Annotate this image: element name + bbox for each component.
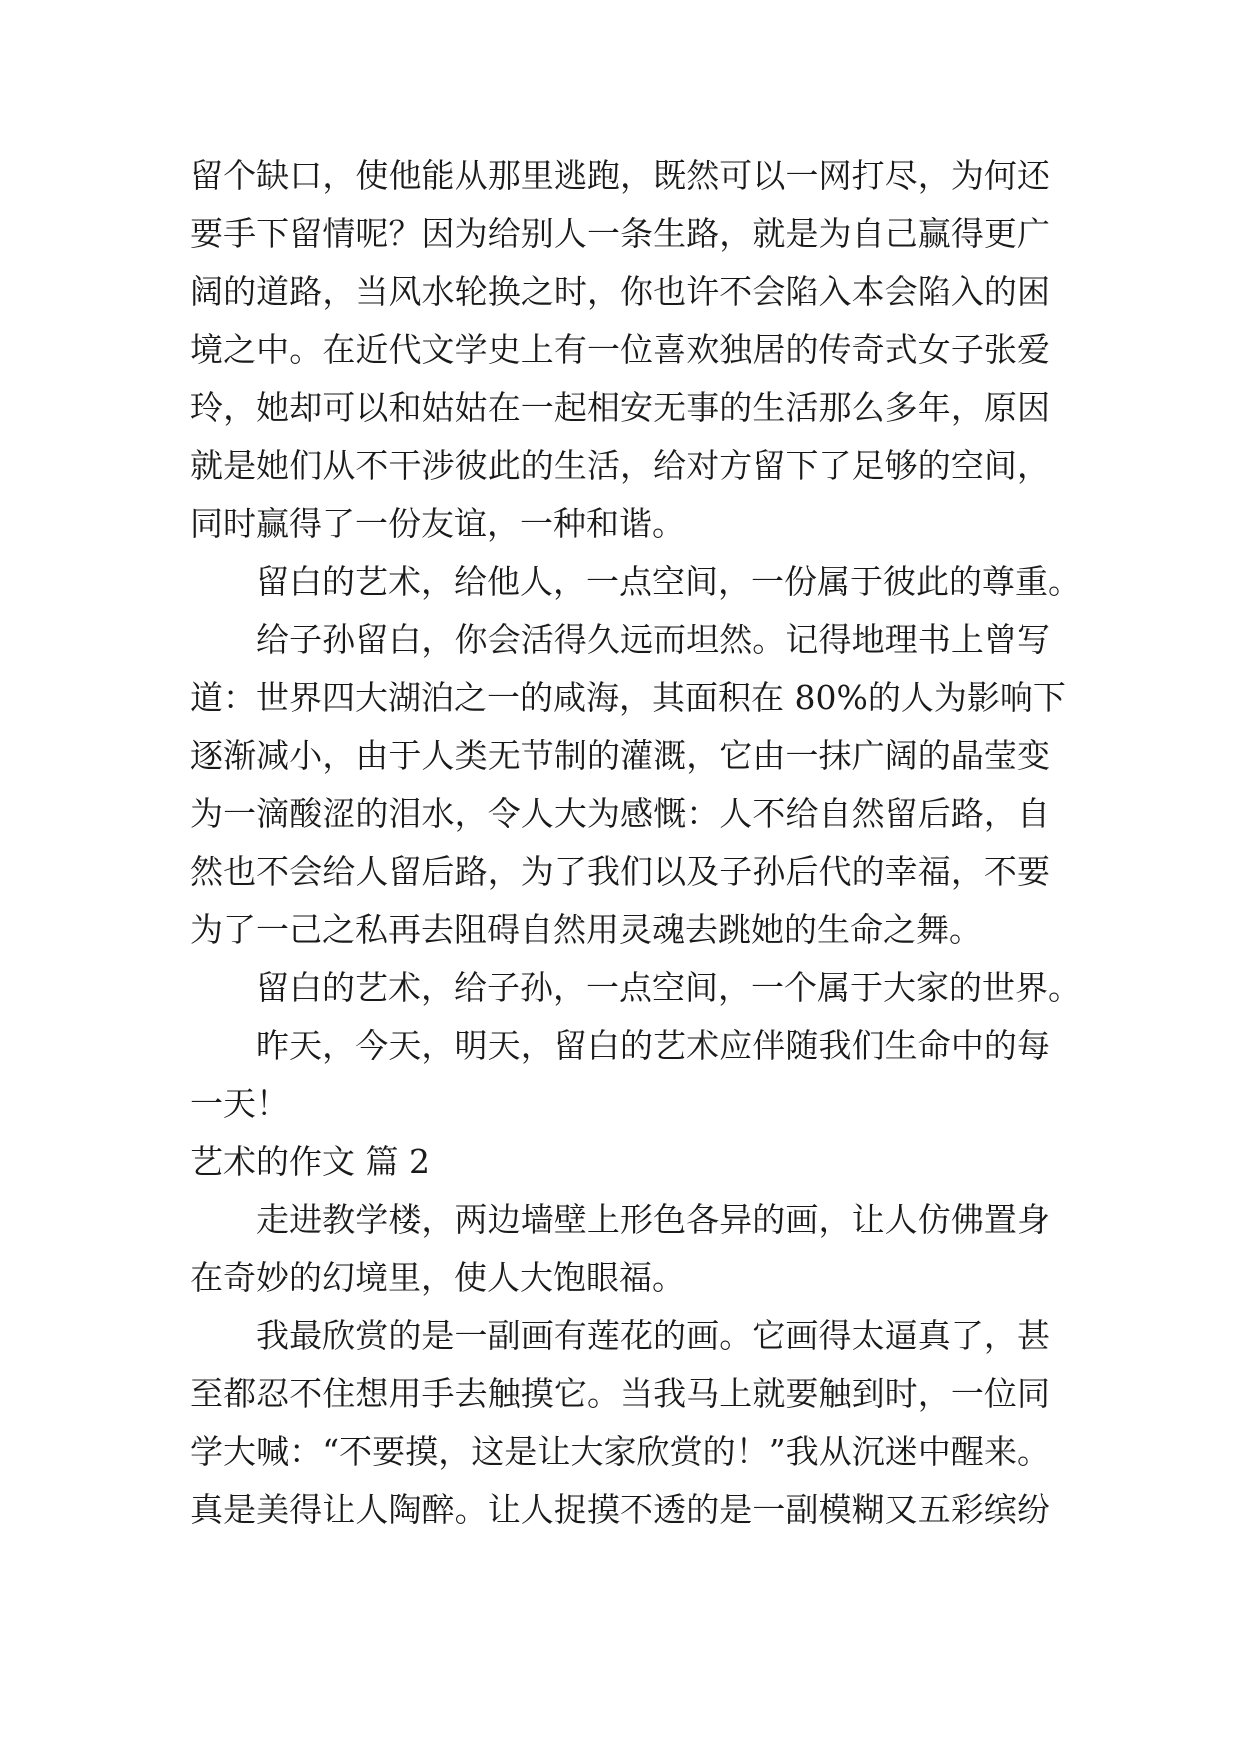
paragraph-line: 逐渐减小，由于人类无节制的灌溉，它由一抹广阔的晶莹变 bbox=[190, 736, 1050, 775]
paragraph-line: 然也不会给人留后路，为了我们以及子孙后代的幸福，不要 bbox=[190, 852, 1050, 891]
paragraph-line: 留白的艺术，给子孙，一点空间，一个属于大家的世界。 bbox=[256, 968, 1081, 1007]
paragraph-line: 昨天，今天，明天，留白的艺术应伴随我们生命中的每 bbox=[256, 1026, 1050, 1065]
paragraph-line: 阔的道路，当风水轮换之时，你也许不会陷入本会陷入的困 bbox=[190, 272, 1050, 311]
paragraph-line: 道：世界四大湖泊之一的咸海，其面积在 80%的人为影响下 bbox=[190, 678, 1066, 717]
paragraph-line: 就是她们从不干涉彼此的生活，给对方留下了足够的空间， bbox=[190, 446, 1050, 485]
paragraph-line: 同时赢得了一份友谊，一种和谐。 bbox=[190, 504, 685, 543]
paragraph-line: 留个缺口，使他能从那里逃跑，既然可以一网打尽，为何还 bbox=[190, 156, 1050, 195]
paragraph-line: 为一滴酸涩的泪水，令人大为感慨：人不给自然留后路，自 bbox=[190, 794, 1050, 833]
paragraph-line: 我最欣赏的是一副画有莲花的画。它画得太逼真了，甚 bbox=[256, 1316, 1050, 1355]
paragraph-line: 一天！ bbox=[190, 1084, 289, 1123]
paragraph-line: 境之中。在近代文学史上有一位喜欢独居的传奇式女子张爱 bbox=[190, 330, 1050, 369]
paragraph-line: 学大喊：“不要摸，这是让大家欣赏的！”我从沉迷中醒来。 bbox=[190, 1432, 1050, 1471]
paragraph-line: 玲，她却可以和姑姑在一起相安无事的生活那么多年，原因 bbox=[190, 388, 1050, 427]
paragraph-line: 走进教学楼，两边墙壁上形色各异的画，让人仿佛置身 bbox=[256, 1200, 1050, 1239]
paragraph-line: 为了一己之私再去阻碍自然用灵魂去跳她的生命之舞。 bbox=[190, 910, 982, 949]
paragraph-line: 给子孙留白，你会活得久远而坦然。记得地理书上曾写 bbox=[256, 620, 1050, 659]
paragraph-line: 真是美得让人陶醉。让人捉摸不透的是一副模糊又五彩缤纷 bbox=[190, 1490, 1050, 1529]
paragraph-line: 要手下留情呢？因为给别人一条生路，就是为自己赢得更广 bbox=[190, 214, 1050, 253]
section-heading: 艺术的作文 篇 2 bbox=[190, 1142, 430, 1181]
paragraph-line: 至都忍不住想用手去触摸它。当我马上就要触到时，一位同 bbox=[190, 1374, 1050, 1413]
paragraph-line: 留白的艺术，给他人，一点空间，一份属于彼此的尊重。 bbox=[256, 562, 1081, 601]
paragraph-line: 在奇妙的幻境里，使人大饱眼福。 bbox=[190, 1258, 685, 1297]
